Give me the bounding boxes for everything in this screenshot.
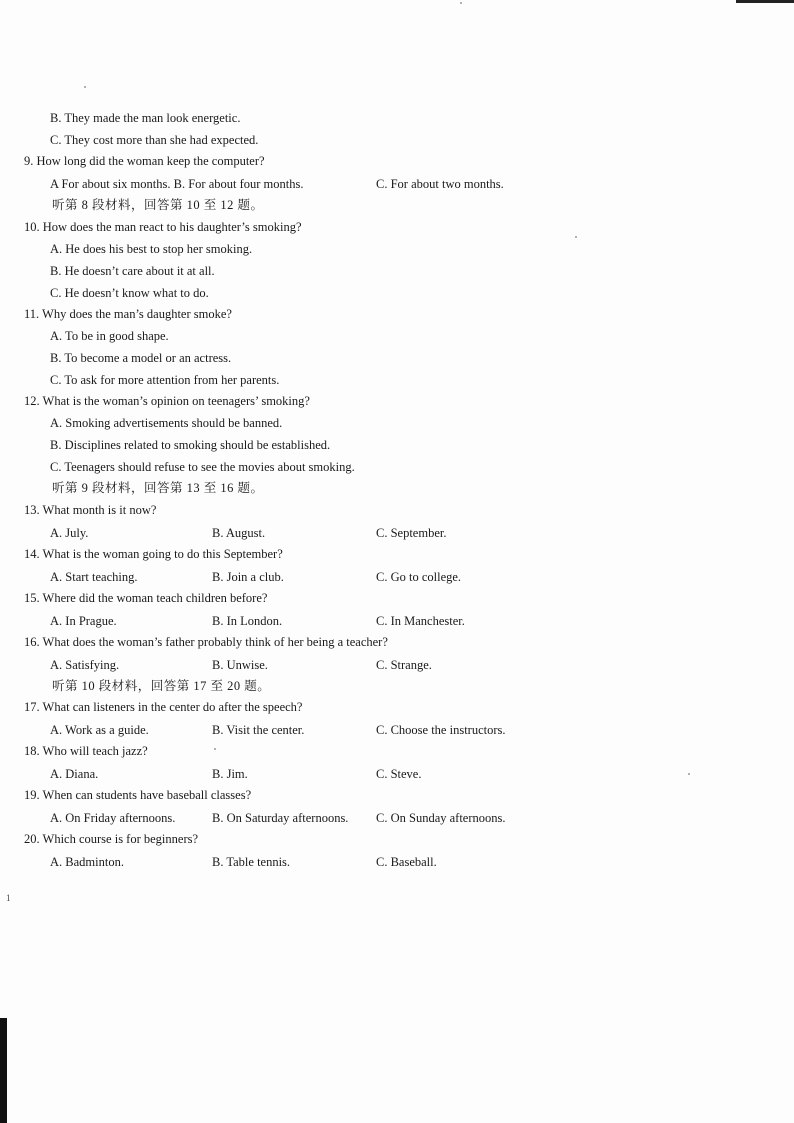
- answer-options-row: [0, 613, 760, 629]
- answer-option-a: A. Satisfying.: [50, 658, 120, 672]
- answer-option-a: A. Badminton.: [50, 855, 124, 869]
- answer-option: B. He doesn’t care about it at all.: [50, 264, 215, 278]
- answer-option-b: B. Jim.: [212, 767, 248, 781]
- answer-option-a: A. In Prague.: [50, 614, 117, 628]
- answer-option-a: A For about six months. B. For about four months.: [50, 177, 304, 191]
- question-text: 13. What month is it now?: [24, 503, 157, 517]
- answer-option: B. Disciplines related to smoking should be established.: [50, 438, 331, 452]
- answer-option-c: C. Strange.: [376, 658, 432, 672]
- answer-options-row: [0, 176, 760, 192]
- question-text: 19. When can students have baseball classes?: [24, 788, 252, 802]
- section-instruction: 听第 8 段材料，回答第 10 至 12 题。: [52, 198, 264, 212]
- answer-option: A. He does his best to stop her smoking.: [50, 242, 253, 256]
- answer-option-a: A. On Friday afternoons.: [50, 811, 176, 825]
- scan-speck: [214, 748, 216, 750]
- answer-option-c: C. For about two months.: [376, 177, 504, 191]
- answer-option-c: C. Steve.: [376, 767, 422, 781]
- answer-option: C. They cost more than she had expected.: [50, 133, 259, 147]
- answer-option: B. They made the man look energetic.: [50, 111, 241, 125]
- scan-edge-bar: [0, 1018, 7, 1123]
- answer-option-b: B. Table tennis.: [212, 855, 291, 869]
- answer-option: A. Smoking advertisements should be banned.: [50, 416, 283, 430]
- question-text: 16. What does the woman’s father probably think of her being a teacher?: [24, 635, 388, 649]
- question-text: 11. Why does the man’s daughter smoke?: [24, 307, 232, 321]
- answer-options-row: [0, 810, 760, 826]
- answer-option-c: C. Baseball.: [376, 855, 437, 869]
- scan-speck: [460, 2, 462, 4]
- question-text: 9. How long did the woman keep the computer?: [24, 154, 265, 168]
- answer-options-row: [0, 854, 760, 870]
- answer-options-row: [0, 525, 760, 541]
- answer-options-row: [0, 722, 760, 738]
- answer-option: A. To be in good shape.: [50, 329, 169, 343]
- answer-option-c: C. Choose the instructors.: [376, 723, 506, 737]
- answer-option-b: B. Unwise.: [212, 658, 268, 672]
- question-text: 20. Which course is for beginners?: [24, 832, 199, 846]
- answer-option: C. He doesn’t know what to do.: [50, 286, 209, 300]
- answer-option: C. Teenagers should refuse to see the movies about smoking.: [50, 460, 355, 474]
- page-margin-mark: 1: [6, 893, 11, 903]
- answer-option-b: B. Join a club.: [212, 570, 284, 584]
- answer-options-row: [0, 569, 760, 585]
- answer-option-a: A. July.: [50, 526, 89, 540]
- answer-option-a: A. Diana.: [50, 767, 99, 781]
- question-text: 10. How does the man react to his daughter’s smoking?: [24, 220, 302, 234]
- answer-option-b: B. Visit the center.: [212, 723, 305, 737]
- answer-options-row: [0, 657, 760, 673]
- answer-options-row: [0, 766, 760, 782]
- answer-option-a: A. Start teaching.: [50, 570, 138, 584]
- answer-option-b: B. In London.: [212, 614, 283, 628]
- question-text: 18. Who will teach jazz?: [24, 744, 148, 758]
- answer-option-c: C. September.: [376, 526, 447, 540]
- answer-option-c: C. Go to college.: [376, 570, 462, 584]
- section-instruction: 听第 10 段材料，回答第 17 至 20 题。: [52, 679, 271, 693]
- question-text: 12. What is the woman’s opinion on teenagers’ smoking?: [24, 394, 310, 408]
- answer-option-c: C. On Sunday afternoons.: [376, 811, 506, 825]
- scan-speck: [575, 236, 577, 238]
- answer-option: B. To become a model or an actress.: [50, 351, 232, 365]
- section-instruction: 听第 9 段材料，回答第 13 至 16 题。: [52, 481, 264, 495]
- answer-option-a: A. Work as a guide.: [50, 723, 149, 737]
- scan-edge-line: [736, 0, 794, 3]
- answer-option-b: B. August.: [212, 526, 266, 540]
- answer-option-b: B. On Saturday afternoons.: [212, 811, 349, 825]
- question-text: 17. What can listeners in the center do after the speech?: [24, 700, 303, 714]
- answer-option: C. To ask for more attention from her parents.: [50, 373, 280, 387]
- answer-option-c: C. In Manchester.: [376, 614, 465, 628]
- question-text: 15. Where did the woman teach children before?: [24, 591, 268, 605]
- scan-speck: [84, 86, 86, 88]
- question-text: 14. What is the woman going to do this September?: [24, 547, 283, 561]
